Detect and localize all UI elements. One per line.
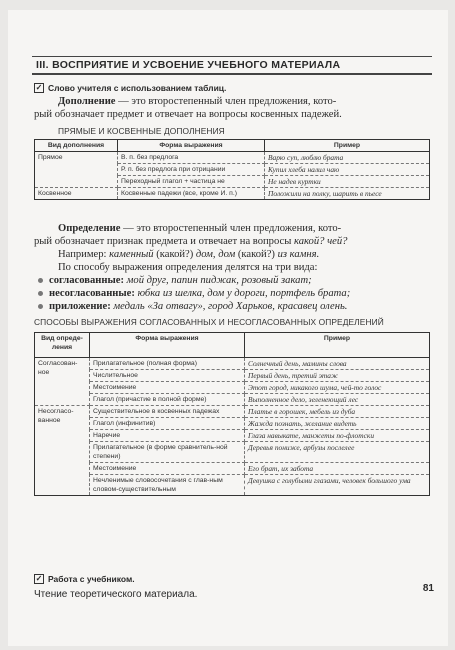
table2-caption: СПОСОБЫ ВЫРАЖЕНИЯ СОГЛАСОВАННЫХ И НЕСОГЛАСОВАННЫХ ОПРЕДЕЛЕНИЙ xyxy=(34,317,384,327)
opredelenie-text2 xyxy=(34,235,438,248)
table1-example: Варю суп, люблю брата xyxy=(265,152,430,164)
table1-kind-indirect: Косвенное xyxy=(35,188,118,200)
table2-example: Солнечный день, мамины слова xyxy=(245,358,430,370)
table-attribute-types xyxy=(34,332,430,496)
table2-example: Выполненное дело, зеленеющий лес xyxy=(245,394,430,406)
example-label: Например: xyxy=(58,249,110,260)
table2-example: Деревья пониже, арбузы послелее xyxy=(245,442,430,463)
list-item xyxy=(38,287,350,300)
table-row xyxy=(35,406,430,418)
task-textbook-label: Работа с учебником. xyxy=(48,574,135,584)
table1-form: Переходный глагол + частица не xyxy=(118,176,265,188)
table1-header-kind: Вид дополнения xyxy=(35,140,118,152)
table2-example: Жажда познать, желание видеть xyxy=(245,418,430,430)
opredelenie-questions: какой? чей? xyxy=(294,236,348,247)
table1-form: Р. п. без предлога при отрицании xyxy=(118,164,265,176)
table2-kind-nonagreed: Несогласо-ванное xyxy=(35,406,90,496)
table2-form: Прилагательное (полная форма) xyxy=(90,358,245,370)
task-teacher-word xyxy=(34,83,226,93)
type-name: приложение: xyxy=(49,301,111,312)
opredelenie-text2a: рый обозначает признак предмета и отвечает на вопросы xyxy=(34,236,295,247)
bullet-icon xyxy=(38,304,43,309)
example-q2: (какой?) xyxy=(235,249,278,260)
table-row xyxy=(35,358,430,370)
table1-kind-direct: Прямое xyxy=(35,152,118,188)
table1-header-example: Пример xyxy=(265,140,430,152)
opredelenie-term: Определение xyxy=(58,223,121,234)
example-word1: каменный xyxy=(109,249,154,260)
table1-header-form: Форма выражения xyxy=(118,140,265,152)
type-example: юбка из шелка, дом у дороги, портфель брата; xyxy=(134,288,351,299)
table-row xyxy=(35,394,430,406)
dopolnenie-paragraph xyxy=(58,95,438,108)
table1-form: В. п. без предлога xyxy=(118,152,265,164)
section-title: III. ВОСПРИЯТИЕ И УСВОЕНИЕ УЧЕБНОГО МАТЕРИАЛА xyxy=(32,56,432,75)
table2-form: Существительное в косвенных падежах xyxy=(90,406,245,418)
list-item xyxy=(38,274,312,287)
checkbox-icon: ✓ xyxy=(35,83,43,92)
table-row xyxy=(35,370,430,382)
table1-caption: ПРЯМЫЕ И КОСВЕННЫЕ ДОПОЛНЕНИЯ xyxy=(58,126,225,136)
table-row xyxy=(35,463,430,475)
table2-form: Прилагательное (в форме сравнитель-ной степени) xyxy=(90,442,245,463)
list-item xyxy=(38,300,347,313)
table2-form: Наречие xyxy=(90,430,245,442)
textbook-page xyxy=(8,10,448,646)
type-name: несогласованные: xyxy=(49,288,135,299)
table2-form: Глагол (инфинитив) xyxy=(90,418,245,430)
table2-example: Девушка с голубыми глазами, человек большого ума xyxy=(245,475,430,496)
page-number: 81 xyxy=(422,583,434,594)
table2-form: Местоимение xyxy=(90,382,245,394)
dopolnenie-text1: — это второстепенный член предложения, кото- xyxy=(115,96,337,107)
table1-example: Купил хлеба налил чаю xyxy=(265,164,430,176)
table-row xyxy=(35,152,430,164)
table-row xyxy=(35,430,430,442)
dopolnenie-text2: рый обозначает предмет и отвечает на вопросы косвенных падежей. xyxy=(34,109,342,120)
table2-example: Этот город, никакого шума, чей-то голос xyxy=(245,382,430,394)
table-row xyxy=(35,382,430,394)
table1-form: Косвенные падежи (все, кроме И. п.) xyxy=(118,188,265,200)
checkbox-icon: ✓ xyxy=(35,574,43,583)
table2-form: Местоимение xyxy=(90,463,245,475)
table1-example: Положили на полку, шарить в пьесе xyxy=(265,188,430,200)
opredelenie-example xyxy=(58,248,438,261)
task-textbook-text: Чтение теоретического материала. xyxy=(34,589,198,600)
table2-kind-agreed: Согласован-ное xyxy=(35,358,90,406)
table2-example: Платье в горошек, мебель из дуба xyxy=(245,406,430,418)
task-textbook xyxy=(34,574,135,584)
table2-form: Числительное xyxy=(90,370,245,382)
table-direct-indirect-objects xyxy=(34,139,430,200)
types-intro: По способу выражения определения делятся на три вида: xyxy=(58,262,318,273)
bullet-icon xyxy=(38,278,43,283)
table1-example: Не надев куртки xyxy=(265,176,430,188)
example-q1: (какой?) xyxy=(153,249,196,260)
table2-example: Первый день, третий этаж xyxy=(245,370,430,382)
example-word3: из камня. xyxy=(277,249,320,260)
table-row xyxy=(35,418,430,430)
table-row xyxy=(35,442,430,463)
table2-header-form: Форма выражения xyxy=(90,333,245,358)
example-word2: дом, дом xyxy=(195,249,236,260)
type-example: медаль «За отвагу», город Харьков, красавец олень. xyxy=(110,301,348,312)
dopolnenie-term: Дополнение xyxy=(58,96,116,107)
table2-form: Глагол (причастие в полной форме) xyxy=(90,394,245,406)
table-row xyxy=(35,188,430,200)
type-example: мой друг, папин пиджак, розовый закат; xyxy=(123,275,312,286)
table2-example: Глаза навыкате, манжеты по-флотски xyxy=(245,430,430,442)
task-teacher-word-label: Слово учителя с использованием таблиц. xyxy=(48,83,227,93)
table2-form: Нечленимые словосочетания с глав-ным словом-существительным xyxy=(90,475,245,496)
table2-header-example: Пример xyxy=(245,333,430,358)
table2-header-kind: Вид опреде-ления xyxy=(35,333,90,358)
opredelenie-paragraph xyxy=(58,222,438,235)
type-name: согласованные: xyxy=(49,275,124,286)
bullet-icon xyxy=(38,291,43,296)
table2-example: Его брат, их забота xyxy=(245,463,430,475)
table-row xyxy=(35,475,430,496)
opredelenie-text1: — это второстепенный член предложения, кото- xyxy=(120,223,342,234)
